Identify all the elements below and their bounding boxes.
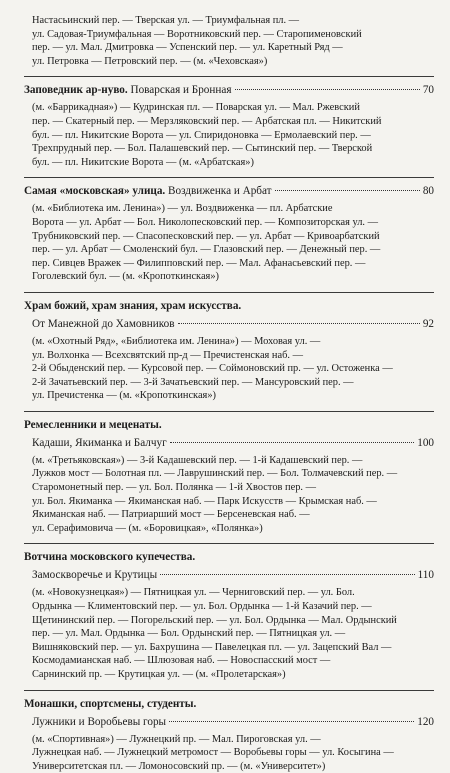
section-heading: Храм божий, храм знания, храм искусства.: [24, 299, 242, 312]
route-line: Трехпрудный пер. — Бол. Палашевский пер. — Сытинский пер. — Тверской: [32, 143, 373, 155]
route-description: [24, 202, 434, 284]
section-heading: Вотчина московского купечества.: [24, 551, 196, 564]
section-heading: Ремесленники и меценаты.: [24, 418, 162, 431]
toc-entry-kadashi[interactable]: [24, 436, 434, 450]
section-heading: Монашки, спортсмены, студенты.: [24, 697, 197, 710]
entry-subtitle: От Манежной до Хамовников: [32, 317, 175, 330]
route-line: Ворота — ул. Арбат — Бол. Николопесковский пер. — Композиторская ул. —: [32, 216, 378, 228]
route-line: пер. — Скатерный пер. — Мерзляковский пер. — Арбатская пл. — Никитский: [32, 115, 382, 127]
leader-dots: [275, 190, 420, 191]
page-number: 110: [417, 569, 434, 582]
entry-title-rest: Поварская и Бронная: [127, 84, 232, 97]
route-line: ул. Серафимовича — (м. «Боровицкая», «Полянка»): [32, 522, 263, 534]
route-line: (м. «Библиотека им. Ленина») — ул. Воздвиженка — пл. Арбатские: [32, 203, 333, 215]
route-line: 2-й Обыденский пер. — Курсовой пер. — Соймоновский пр. — ул. Остоженка —: [32, 363, 393, 375]
divider: [24, 690, 434, 691]
page-number: 80: [422, 185, 434, 198]
divider: [24, 292, 434, 293]
route-line: (м. «Новокузнецкая») — Пятницкая ул. — Черниговский пер. — ул. Бол.: [32, 587, 355, 599]
toc-entry-luzhniki[interactable]: [24, 715, 434, 729]
route-description: [24, 454, 434, 536]
route-line: ул. Пречистенка — (м. «Кропоткинская»): [32, 390, 216, 402]
leader-dots: [170, 442, 415, 443]
route-line: Настасьинский пер. — Тверская ул. — Триумфальная пл. —: [32, 15, 300, 26]
entry-title-rest: Воздвиженка и Арбат: [165, 185, 272, 198]
entry-title-bold: Заповедник ар-нуво.: [24, 84, 128, 97]
route-top: [24, 14, 434, 68]
route-line: бул. — пл. Никитские Ворота — ул. Спиридоновка — Ермолаевский пер. —: [32, 129, 371, 141]
toc-entry-manezhnaya[interactable]: [24, 317, 434, 331]
route-line: (м. «Спортивная») — Лужнецкий пр. — Мал. Пироговская ул. —: [32, 733, 321, 745]
route-line: (м. «Третьяковская») — 3-й Кадашевский пер. — 1-й Кадашевский пер. —: [32, 454, 363, 466]
route-line: Якиманская наб. — Патриарший мост — Берсеневская наб. —: [32, 509, 310, 521]
route-line: Трубниковский пер. — Спасопесковский пер. — ул. Арбат — Кривоарбатский: [32, 230, 380, 242]
route-line: Лужков мост — Болотная пл. — Лаврушинский пер. — Бол. Толмачевский пер. —: [32, 468, 398, 480]
route-description: [24, 101, 434, 169]
route-line: Университетская пл. — Ломоносовский пр. — (м. «Университет»): [32, 760, 326, 772]
page-number: 100: [417, 436, 434, 449]
route-description: [24, 586, 434, 681]
page-number: 92: [422, 317, 434, 330]
leader-dots: [160, 574, 414, 575]
entry-title-bold: Самая «московская» улица.: [24, 185, 166, 198]
route-line: ул. Садовая-Триумфальная — Воротниковский пер. — Старопименовский: [32, 28, 362, 40]
toc-entry-zamoskvorechye[interactable]: [24, 568, 434, 582]
toc-entry-moscow-street[interactable]: [24, 184, 434, 198]
divider: [24, 543, 434, 544]
page-number: 120: [417, 715, 434, 728]
divider: [24, 177, 434, 178]
entry-subtitle: Лужники и Воробьевы горы: [32, 715, 167, 728]
entry-subtitle: Кадаши, Якиманка и Балчуг: [32, 436, 167, 449]
route-line: Ордынка — Климентовский пер. — ул. Бол. Ордынка — 1-й Казачий пер. —: [32, 601, 372, 613]
leader-dots: [235, 89, 420, 90]
route-line: ул. Петровка — Петровский пер. — (м. «Чеховская»): [32, 55, 268, 67]
route-line: Лужнецкая наб. — Лужнецкий метромост — Воробьевы горы — ул. Косыгина —: [32, 747, 394, 759]
route-line: Гоголевский бул. — (м. «Кропоткинская»): [32, 271, 219, 283]
route-description: [24, 335, 434, 403]
route-line: (м. «Баррикадная») — Кудринская пл. — Поварская ул. — Мал. Ржевский: [32, 102, 360, 114]
page-number: 70: [422, 84, 434, 97]
route-line: пер. Сивцев Вражек — Филипповский пер. — Мал. Афанасьевский пер. —: [32, 257, 366, 269]
route-line: ул. Бол. Якиманка — Якиманская наб. — Парк Искусств — Крымская наб. —: [32, 495, 377, 507]
leader-dots: [178, 323, 420, 324]
route-line: Космодамианская наб. — Шлюзовая наб. — Новоспасский мост —: [32, 655, 331, 667]
route-line: ул. Волхонка — Всехсвятский пр-д — Пречистенская наб. —: [32, 349, 303, 361]
leader-dots: [169, 721, 414, 722]
route-line: пер. — ул. Арбат — Смоленский бул. — Глазовский пер. — Денежный пер. —: [32, 244, 381, 256]
route-line: 2-й Зачатьевский пер. — 3-й Зачатьевский пер. — Мансуровский пер. —: [32, 376, 354, 388]
route-description: [24, 733, 434, 773]
route-line: пер. — ул. Мал. Ордынка — Бол. Ордынский пер. — Пятницкая ул. —: [32, 628, 346, 640]
toc-entry-art-nouveau[interactable]: [24, 83, 434, 97]
route-line: Щетининский пер. — Погорельский пер. — ул. Бол. Ордынка — Мал. Ордынский: [32, 614, 397, 626]
route-line: Старомонетный пер. — ул. Бол. Полянка — 1-й Хвостов пер. —: [32, 482, 316, 494]
entry-subtitle: Замоскворечье и Крутицы: [32, 569, 158, 582]
route-line: Сарнинский пр. — Крутицкая ул. — (м. «Пролетарская»): [32, 669, 286, 680]
route-line: бул. — пл. Никитские Ворота — (м. «Арбатская»): [32, 156, 254, 168]
route-line: (м. «Охотный Ряд», «Библиотека им. Ленина») — Моховая ул. —: [32, 335, 321, 347]
route-line: пер. — ул. Мал. Дмитровка — Успенский пер. — ул. Каретный Ряд —: [32, 42, 343, 54]
divider: [24, 76, 434, 77]
divider: [24, 411, 434, 412]
route-line: Вишняковский пер. — ул. Бахрушина — Павелецкая пл. — ул. Зацепский Вал —: [32, 641, 392, 653]
